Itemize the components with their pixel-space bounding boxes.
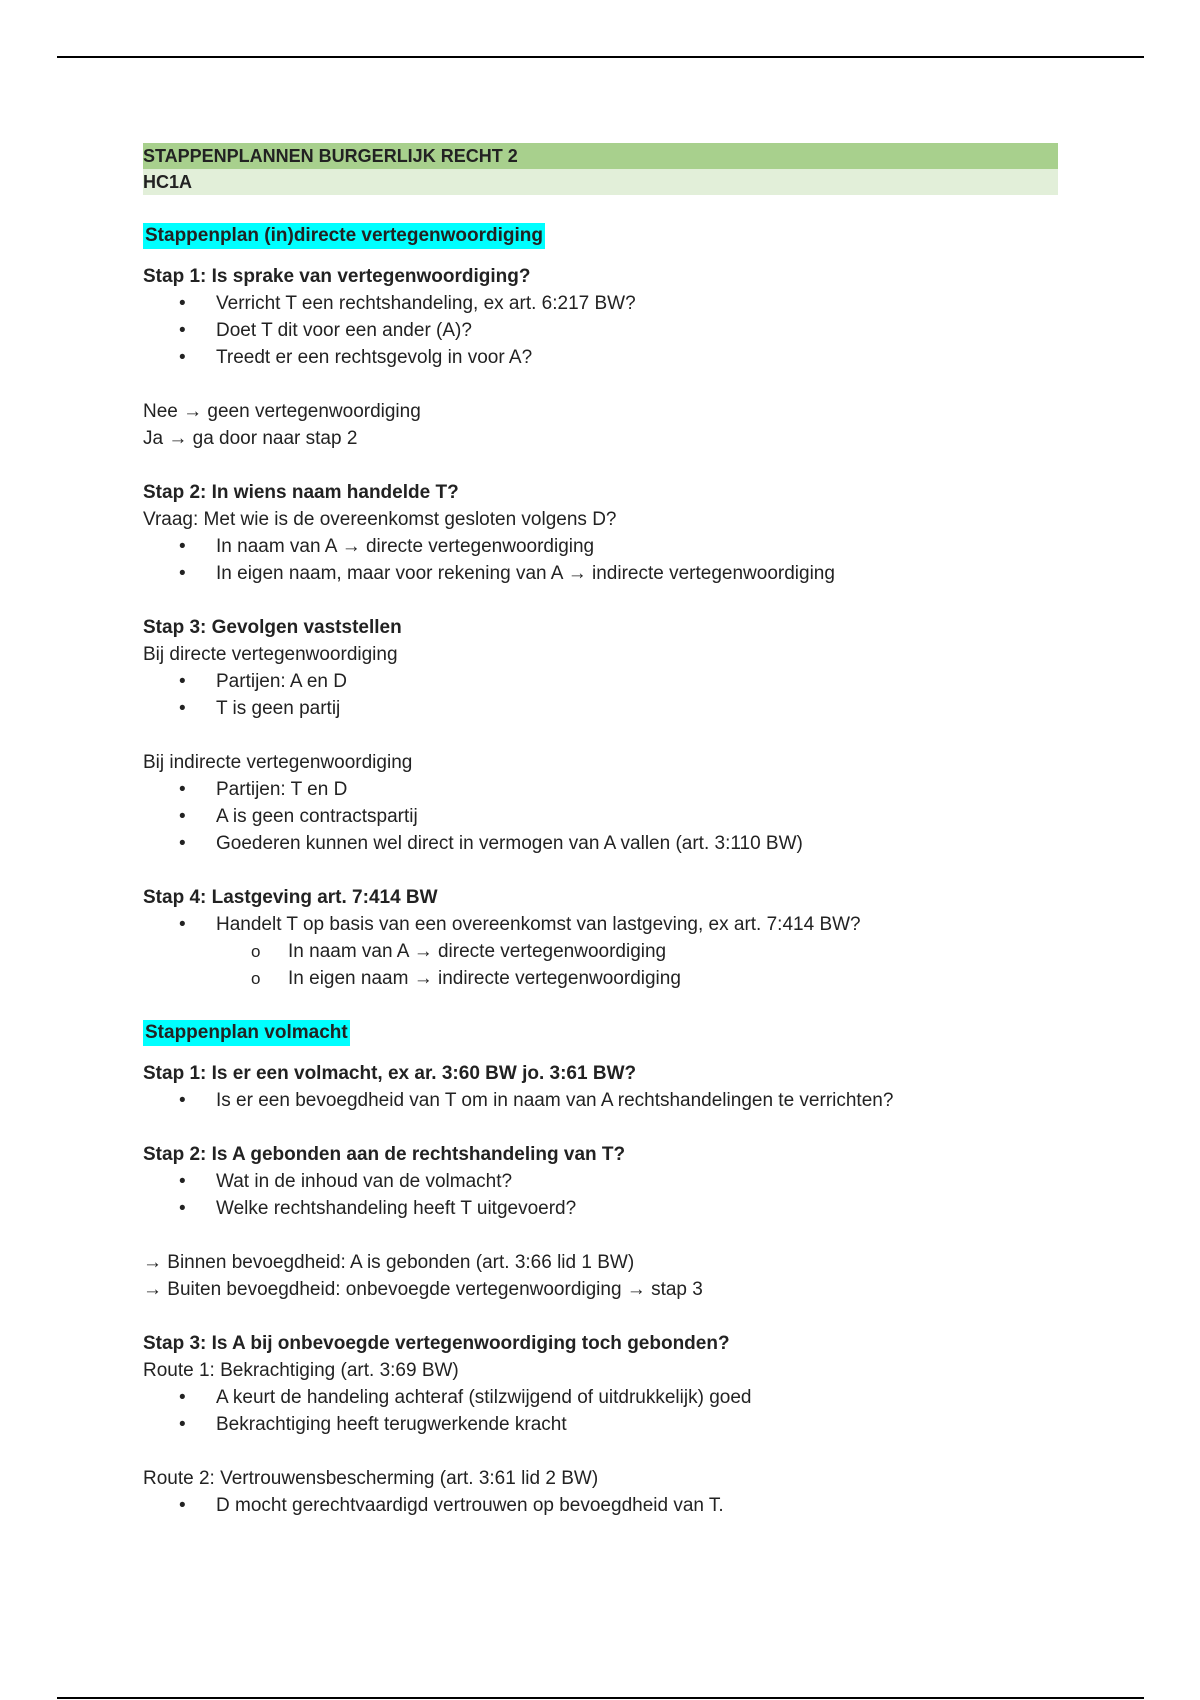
bullet-list <box>143 1384 1058 1438</box>
list-item: • Partijen: A en D <box>143 668 1058 695</box>
paragraph: Nee → geen vertegenwoordiging <box>143 401 421 422</box>
paragraph: Route 2: Vertrouwensbescherming (art. 3:61 lid 2 BW) <box>143 1468 599 1489</box>
list-item: • Bekrachtiging heeft terugwerkende kracht <box>143 1411 1058 1438</box>
paragraph: Vraag: Met wie is de overeenkomst gesloten volgens D? <box>143 509 617 530</box>
document-body <box>143 143 1058 1519</box>
step-heading: Stap 3: Gevolgen vaststellen <box>143 617 402 638</box>
list-item: • D mocht gerechtvaardigd vertrouwen op bevoegdheid van T. <box>143 1492 1058 1519</box>
top-rule <box>57 56 1144 58</box>
bullet-list <box>143 1087 1058 1114</box>
paragraph: → Buiten bevoegdheid: onbevoegde vertegenwoordiging → stap 3 <box>143 1279 703 1300</box>
list-item: • Partijen: T en D <box>143 776 1058 803</box>
list-item: • Treedt er een rechtsgevolg in voor A? <box>143 344 1058 371</box>
step-heading: Stap 2: Is A gebonden aan de rechtshandeling van T? <box>143 1144 626 1165</box>
list-item: • Goederen kunnen wel direct in vermogen van A vallen (art. 3:110 BW) <box>143 830 1058 857</box>
paragraph: Bij indirecte vertegenwoordiging <box>143 752 413 773</box>
bullet-list <box>143 1492 1058 1519</box>
step-heading: Stap 4: Lastgeving art. 7:414 BW <box>143 887 438 908</box>
paragraph: Route 1: Bekrachtiging (art. 3:69 BW) <box>143 1360 459 1381</box>
step-heading: Stap 1: Is sprake van vertegenwoordiging? <box>143 266 531 287</box>
list-item: • Handelt T op basis van een overeenkomst van lastgeving, ex art. 7:414 BW? <box>143 911 1058 938</box>
list-item: • T is geen partij <box>143 695 1058 722</box>
section-heading-vertegenwoordiging: Stappenplan (in)directe vertegenwoordiging <box>143 223 545 249</box>
step-heading: Stap 3: Is A bij onbevoegde vertegenwoordiging toch gebonden? <box>143 1333 730 1354</box>
sub-list-item: o In naam van A → directe vertegenwoordiging <box>143 938 1058 965</box>
list-item: • Is er een bevoegdheid van T om in naam van A rechtshandelingen te verrichten? <box>143 1087 1058 1114</box>
list-item: • A keurt de handeling achteraf (stilzwijgend of uitdrukkelijk) goed <box>143 1384 1058 1411</box>
list-item: • In naam van A → directe vertegenwoordiging <box>143 533 1058 560</box>
list-item: • Doet T dit voor een ander (A)? <box>143 317 1058 344</box>
bullet-list <box>143 290 1058 371</box>
list-item: • Verricht T een rechtshandeling, ex art. 6:217 BW? <box>143 290 1058 317</box>
document-subtitle: HC1A <box>143 169 1058 195</box>
list-item: • Welke rechtshandeling heeft T uitgevoerd? <box>143 1195 1058 1222</box>
document-title: STAPPENPLANNEN BURGERLIJK RECHT 2 <box>143 143 1058 169</box>
paragraph: Bij directe vertegenwoordiging <box>143 644 398 665</box>
bullet-list <box>143 1168 1058 1222</box>
section-heading-volmacht: Stappenplan volmacht <box>143 1020 350 1046</box>
step-heading: Stap 1: Is er een volmacht, ex ar. 3:60 BW jo. 3:61 BW? <box>143 1063 637 1084</box>
bullet-list <box>143 533 1058 587</box>
step-heading: Stap 2: In wiens naam handelde T? <box>143 482 459 503</box>
list-item: • A is geen contractspartij <box>143 803 1058 830</box>
paragraph: → Binnen bevoegdheid: A is gebonden (art. 3:66 lid 1 BW) <box>143 1252 635 1273</box>
sub-list-item: o In eigen naam → indirecte vertegenwoordiging <box>143 965 1058 992</box>
bullet-list <box>143 911 1058 992</box>
list-item: • Wat in de inhoud van de volmacht? <box>143 1168 1058 1195</box>
paragraph: Ja → ga door naar stap 2 <box>143 428 358 449</box>
bullet-list <box>143 668 1058 722</box>
list-item: • In eigen naam, maar voor rekening van A → indirecte vertegenwoordiging <box>143 560 1058 587</box>
bottom-rule <box>57 1697 1144 1699</box>
bullet-list <box>143 776 1058 857</box>
